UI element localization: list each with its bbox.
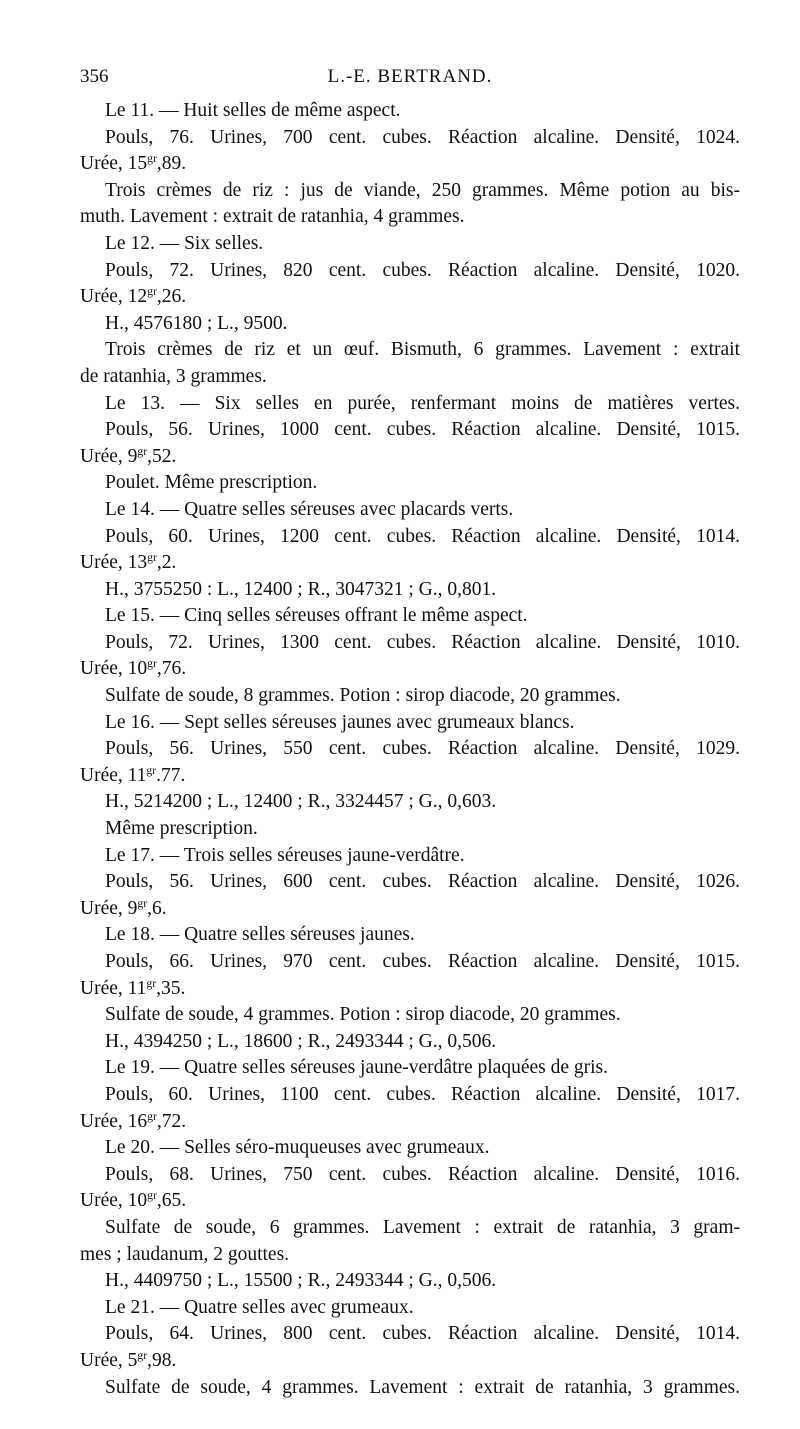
- text-line: Urée, $12^{gr},26$.: [80, 285, 187, 308]
- text-line: Trois crèmes de riz et un œuf. Bismuth, 6 grammes. Lavement : extrait: [105, 339, 740, 361]
- text-line: Pouls, 68. Urines, 750 cent. cubes. Réaction alcaline. Densité, 1016.: [105, 1163, 740, 1185]
- unit-superscript: gr: [147, 152, 157, 166]
- text-line: Pouls, 72. Urines, 1300 cent. cubes. Réaction alcaline. Densité, 1010.: [105, 631, 740, 653]
- text-line: Le 13. — Six selles en purée, renfermant moins de matières vertes.: [105, 392, 740, 414]
- text-line: Urée, $9^{gr},6$.: [80, 896, 167, 919]
- running-title: L.-E. BERTRAND.: [327, 66, 493, 87]
- page-number: 356: [80, 66, 109, 87]
- text-line: Le 17. — Trois selles séreuses jaune-verdâtre.: [105, 844, 465, 866]
- text-line: Le 16. — Sept selles séreuses jaunes avec grumeaux blancs.: [105, 711, 575, 733]
- unit-superscript: gr: [147, 551, 157, 565]
- unit-superscript: gr: [137, 896, 148, 910]
- text-line: Sulfate de soude, 6 grammes. Lavement : extrait de ratanhia, 3 gram-: [105, 1216, 740, 1238]
- text-line: Sulfate de soude, 4 grammes. Lavement : extrait de ratanhia, 3 grammes.: [105, 1376, 740, 1398]
- unit-superscript: gr: [147, 285, 157, 299]
- text-line: Pouls, 60. Urines, 1200 cent. cubes. Réaction alcaline. Densité, 1014.: [105, 525, 740, 547]
- text-line: Même prescription.: [105, 818, 258, 840]
- text-line: Le 20. — Selles séro-muqueuses avec grumeaux.: [105, 1137, 490, 1159]
- text-line: mes ; laudanum, 2 gouttes.: [80, 1243, 290, 1265]
- text-line: Urée, $9^{gr},52$.: [80, 444, 177, 467]
- text-line: muth. Lavement : extrait de ratanhia, 4 grammes.: [80, 206, 465, 228]
- text-line: Urée, $16^{gr},72$.: [80, 1109, 187, 1132]
- text-line: Urée, $15^{gr},89$.: [80, 152, 187, 175]
- text-line: Le 21. — Quatre selles avec grumeaux.: [105, 1296, 414, 1318]
- unit-superscript: gr: [137, 444, 148, 458]
- unit-superscript: gr: [147, 1109, 157, 1123]
- text-line: Pouls, 56. Urines, 600 cent. cubes. Réaction alcaline. Densité, 1026.: [105, 871, 740, 893]
- text-line: Trois crèmes de riz : jus de viande, 250 grammes. Même potion au bis-: [105, 179, 740, 201]
- text-line: Le 12. — Six selles.: [105, 232, 264, 254]
- text-line: Urée, $11^{gr}.77$.: [80, 763, 186, 786]
- text-line: Poulet. Même prescription.: [105, 472, 318, 494]
- text-line: Urée, $11^{gr},35$.: [80, 976, 186, 999]
- text-line: Pouls, 72. Urines, 820 cent. cubes. Réaction alcaline. Densité, 1020.: [105, 259, 740, 281]
- unit-superscript: gr: [147, 657, 157, 671]
- text-line: Le 11. — Huit selles de même aspect.: [105, 100, 401, 121]
- text-line: Urée, $10^{gr},65$.: [80, 1189, 187, 1212]
- text-line: Pouls, 64. Urines, 800 cent. cubes. Réaction alcaline. Densité, 1014.: [105, 1323, 740, 1345]
- text-line: Pouls, 76. Urines, 700 cent. cubes. Réaction alcaline. Densité, 1024.: [105, 126, 740, 148]
- unit-superscript: gr: [137, 1348, 148, 1362]
- unit-superscript: gr: [146, 976, 157, 990]
- text-line: Urée, $13^{gr},2$.: [80, 551, 177, 574]
- text-line: H., 4394250 ; L., 18600 ; R., 2493344 ; G., 0,506.: [105, 1030, 497, 1052]
- text-line: H., 3755250 : L., 12400 ; R., 3047321 ; G., 0,801.: [105, 578, 497, 600]
- text-line: Urée, $10^{gr},76$.: [80, 657, 187, 680]
- text-line: Pouls, 56. Urines, 1000 cent. cubes. Réaction alcaline. Densité, 1015.: [105, 419, 740, 441]
- running-head: [80, 66, 740, 90]
- text-line: H., 5214200 ; L., 12400 ; R., 3324457 ; G., 0,603.: [105, 791, 497, 813]
- text-line: de ratanhia, 3 grammes.: [80, 365, 267, 387]
- body-text: [80, 98, 740, 1401]
- text-line: Le 15. — Cinq selles séreuses offrant le même aspect.: [105, 605, 528, 627]
- text-line: H., 4409750 ; L., 15500 ; R., 2493344 ; G., 0,506.: [105, 1270, 497, 1292]
- text-line: Le 18. — Quatre selles séreuses jaunes.: [105, 924, 415, 946]
- text-line: Sulfate de soude, 4 grammes. Potion : sirop diacode, 20 grammes.: [105, 1004, 621, 1026]
- text-line: Pouls, 60. Urines, 1100 cent. cubes. Réaction alcaline. Densité, 1017.: [105, 1083, 740, 1105]
- text-line: Le 14. — Quatre selles séreuses avec placards verts.: [105, 498, 514, 520]
- text-line: Le 19. — Quatre selles séreuses jaune-verdâtre plaquées de gris.: [105, 1057, 609, 1079]
- text-line: H., 4576180 ; L., 9500.: [105, 312, 288, 334]
- unit-superscript: gr: [146, 763, 157, 777]
- text-line: Urée, $5^{gr},98$.: [80, 1348, 177, 1371]
- unit-superscript: gr: [147, 1189, 157, 1203]
- text-line: Pouls, 56. Urines, 550 cent. cubes. Réaction alcaline. Densité, 1029.: [105, 738, 740, 760]
- text-line: Pouls, 66. Urines, 970 cent. cubes. Réaction alcaline. Densité, 1015.: [105, 951, 740, 972]
- text-line: Sulfate de soude, 8 grammes. Potion : sirop diacode, 20 grammes.: [105, 685, 621, 707]
